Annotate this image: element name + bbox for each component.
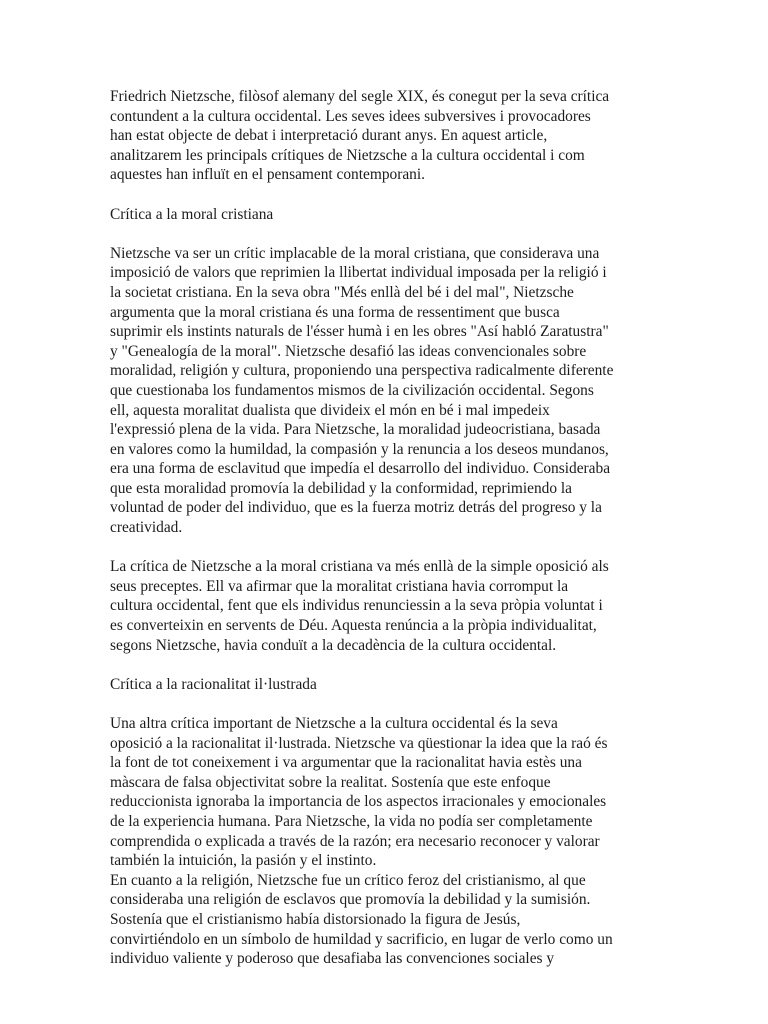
text-line: es converteixin en servents de Déu. Aquesta renúncia a la pròpia individualitat, [110, 617, 597, 635]
text-line: que esta moralidad promovía la debilidad y la conformidad, reprimiendo la [110, 479, 572, 497]
text-line: Crítica a la racionalitat il·lustrada [110, 675, 317, 693]
text-line: de la experiencia humana. Para Nietzsche, la vida no podía ser completamente [110, 812, 593, 830]
text-line: individuo valiente y poderoso que desafiaba las convenciones sociales y [110, 950, 555, 968]
section-heading [110, 205, 670, 225]
text-line: suprimir els instints naturals de l'ésser humà i en les obres "Así habló Zaratustra" [110, 323, 609, 341]
text-line: En cuanto a la religión, Nietzsche fue un crítico feroz del cristianismo, al que [110, 871, 586, 889]
body-paragraph [110, 244, 670, 538]
text-line: Una altra crítica important de Nietzsche a la cultura occidental és la seva [110, 715, 558, 732]
paragraph-spacer [110, 655, 670, 675]
body-paragraph [110, 714, 670, 969]
body-paragraph [110, 557, 670, 655]
text-line: reduccionista ignoraba la importancia de los aspectos irracionales y emocionales [110, 793, 607, 811]
text-line: Friedrich Nietzsche, filòsof alemany del segle XIX, és conegut per la seva crítica [110, 88, 610, 105]
paragraph-spacer [110, 185, 670, 205]
section-heading [110, 675, 670, 695]
text-line: consideraba una religión de esclavos que promovía la debilidad y la sumisión. [110, 891, 591, 909]
text-line: l'expressió plena de la vida. Para Nietzsche, la moralidad judeocristiana, basada [110, 421, 601, 439]
text-line: la font de tot coneixement i va argumentar que la racionalitat havia estès una [110, 754, 582, 772]
text-line: también la intuición, la pasión y el instinto. [110, 852, 377, 870]
text-line: segons Nietzsche, havia conduït a la decadència de la cultura occidental. [110, 636, 557, 654]
text-line: era una forma de esclavitud que impedía el desarrollo del individuo. Consideraba [110, 460, 611, 478]
document-page [110, 87, 670, 969]
paragraph-spacer [110, 224, 670, 244]
text-line: que cuestionaba los fundamentos mismos de la civilización occidental. Segons [110, 381, 594, 399]
text-line: Crítica a la moral cristiana [110, 205, 274, 223]
text-line: aquestes han influït en el pensament contemporani. [110, 166, 425, 184]
text-line: la societat cristiana. En la seva obra "Més enllà del bé i del mal", Nietzsche [110, 283, 574, 301]
text-line: moralidad, religión y cultura, proponiendo una perspectiva radicalmente diferente [110, 362, 614, 380]
text-line: imposició de valors que reprimien la llibertat individual imposada per la religió i [110, 264, 607, 282]
text-line: La crítica de Nietzsche a la moral cristiana va més enllà de la simple oposició als [110, 558, 609, 576]
text-line: contundent a la cultura occidental. Les seves idees subversives i provocadores [110, 107, 591, 125]
text-line: Sostenía que el cristianismo había distorsionado la figura de Jesús, [110, 910, 521, 928]
text-line: voluntad de poder del individuo, que es la fuerza motriz detrás del progreso y la [110, 499, 602, 517]
text-line: han estat objecte de debat i interpretació durant anys. En aquest article, [110, 127, 548, 145]
body-paragraph [110, 87, 670, 185]
text-line: Nietzsche va ser un crític implacable de la moral cristiana, que considerava una [110, 244, 600, 262]
text-line: cultura occidental, fent que els individus renunciessin a la seva pròpia voluntat i [110, 597, 603, 615]
text-line: seus preceptes. Ell va afirmar que la moralitat cristiana havia corromput la [110, 577, 569, 595]
text-line: creatividad. [110, 519, 183, 537]
text-line: y "Genealogía de la moral". Nietzsche desafió las ideas convencionales sobre [110, 342, 587, 360]
text-line: analitzarem les principals crítiques de Nietzsche a la cultura occidental i com [110, 146, 585, 164]
paragraph-spacer [110, 694, 670, 714]
text-line: argumenta que la moral cristiana és una forma de ressentiment que busca [110, 303, 560, 321]
text-line: en valores como la humildad, la compasión y la renuncia a los deseos mundanos, [110, 440, 609, 458]
text-line: màscara de falsa objectivitat sobre la realitat. Sostenía que este enfoque [110, 773, 551, 791]
text-line: oposició a la racionalitat il·lustrada. Nietzsche va qüestionar la idea que la raó és [110, 734, 608, 752]
text-line: comprendida o explicada a través de la razón; era necesario reconocer y valorar [110, 832, 600, 850]
text-line: convirtiéndolo en un símbolo de humildad y sacrificio, en lugar de verlo como un [110, 930, 613, 948]
text-line: ell, aquesta moralitat dualista que divideix el món en bé i mal impedeix [110, 401, 550, 419]
paragraph-spacer [110, 538, 670, 558]
